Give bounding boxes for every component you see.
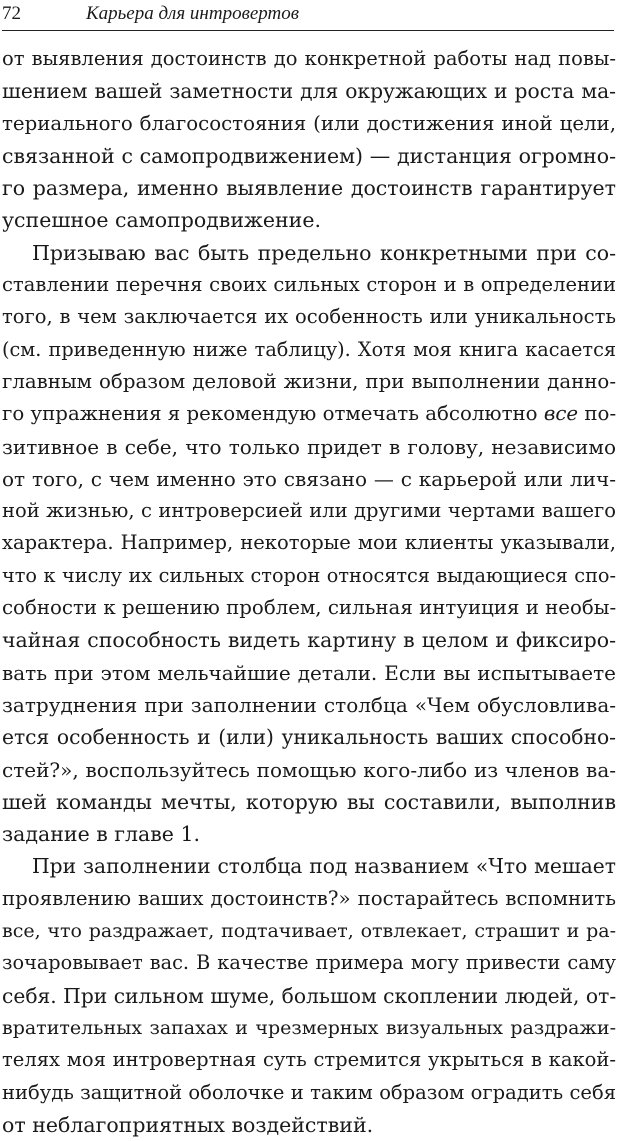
- text-line: от выявления достоинств до конкретной работы над повы-: [2, 47, 616, 70]
- text-line: задание в главе 1.: [2, 822, 201, 847]
- text-segment: по-: [584, 402, 616, 426]
- text-line: что к числу их сильных сторон относятся выдающиеся спо-: [2, 563, 616, 587]
- text-line: Призываю вас быть предельно конкретными при со-: [32, 240, 616, 265]
- text-line: себя. При сильном шуме, большом скоплении людей, от-: [2, 983, 616, 1008]
- text-line: вать при этом мельчайшие детали. Если вы испытываете: [2, 660, 616, 685]
- text-line: собности к решению проблем, сильная интуиция и необы-: [2, 596, 616, 620]
- running-title: Карьера для интровертов: [86, 3, 299, 24]
- text-line: главным образом деловой жизни, при выполнении данно-: [2, 369, 616, 393]
- text-line: стей?», воспользуйтесь помощью кого-либо из членов ва-: [2, 757, 616, 782]
- text-line: зочаровывает вас. В качестве примера могу привести саму: [2, 951, 616, 975]
- paragraph: [2, 850, 616, 1141]
- emphasis: все: [543, 402, 579, 426]
- text-line: териального благосостояния (или достижения иной цели,: [2, 111, 616, 135]
- text-line: от неблагоприятных воздействий.: [2, 1112, 374, 1137]
- text-line: чайная способность видеть картину в целом и фиксиро-: [2, 628, 616, 653]
- text-line: от того, с чем именно это связано — с карьерой или лич-: [2, 466, 616, 491]
- text-line: успешное самопродвижение.: [2, 208, 321, 233]
- paragraph: [2, 237, 616, 851]
- text-line: ставлении перечня своих сильных сторон и в определении: [2, 273, 616, 297]
- text-line: того, в чем заключается их особенность или уникальность: [2, 305, 616, 329]
- page-number: 72: [2, 3, 21, 24]
- text-line: ется особенность и (или) уникальность ваших способно-: [2, 725, 616, 750]
- text-line: все, что раздражает, подтачивает, отвлекает, страшит и ра-: [2, 920, 616, 943]
- text-line: затруднения при заполнении столбца «Чем обусловлива-: [2, 692, 616, 717]
- text-line: характера. Например, некоторые мои клиенты указывали,: [2, 531, 616, 555]
- text-line: го размера, именно выявление достоинств гарантирует: [2, 176, 616, 201]
- text-line: нибудь защитной оболочке и таким образом оградить себя: [2, 1080, 616, 1104]
- text-line: связанной с самопродвижением) — дистанция огромно-: [2, 143, 616, 168]
- text-line: телях моя интровертная суть стремится укрыться в какой-: [2, 1048, 616, 1072]
- text-line: проявлению ваших достоинств?» постарайтесь вспомнить: [2, 886, 616, 910]
- text-line: (см. приведенную ниже таблицу). Хотя моя книга касается: [2, 337, 616, 361]
- paragraph: [2, 43, 616, 237]
- text-line: шей команды мечты, которую вы составили, выполнив: [2, 789, 616, 814]
- text-line: вратительных запахах и чрезмерных визуальных раздражи-: [2, 1016, 616, 1039]
- text-segment: го упражнения я рекомендую отмечать абсолютно: [2, 402, 538, 426]
- text-line: ной жизнью, с интроверсией или другими чертами вашего: [2, 499, 616, 523]
- text-line: [2, 398, 616, 430]
- text-line: При заполнении столбца под названием «Что мешает: [32, 854, 616, 879]
- text-line: зитивное в себе, что только придет в голову, независимо: [2, 434, 616, 459]
- text-line: шением вашей заметности для окружающих и роста ма-: [2, 79, 616, 104]
- running-head: [2, 0, 614, 31]
- body-text: [2, 43, 616, 1141]
